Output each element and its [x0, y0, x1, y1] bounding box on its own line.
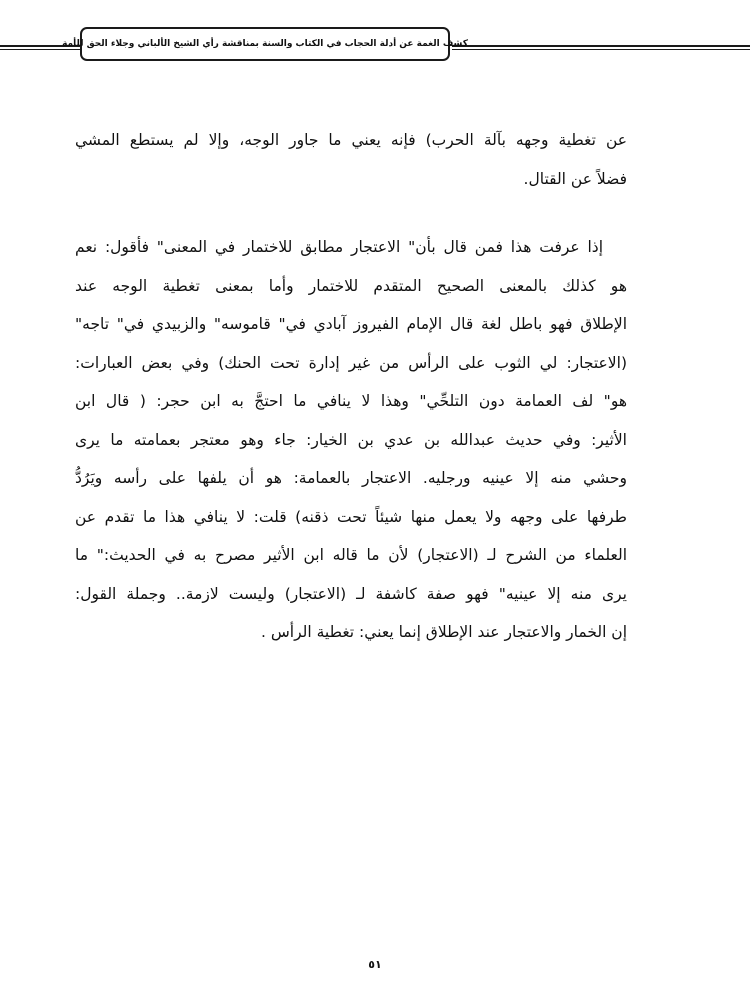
text-line: هو" لف العمامة دون التلحِّي" وهذا لا ينافي ما احتجَّ به ابن حجر: ( قال ابن	[75, 392, 627, 410]
page-body	[75, 121, 627, 652]
text-line: إذا عرفت هذا فمن قال بأن" الاعتجار مطابق للاختمار في المعنى" فأقول: نعم	[75, 238, 603, 256]
text-line: فضلاً عن القتال.	[523, 169, 627, 188]
book-title: كشف الغمة عن أدلة الحجاب في الكتاب والسنة بمناقشة رأي الشيخ الألباني وجلاء الحق للأمة	[62, 39, 468, 49]
header-rule-right-thin	[452, 49, 750, 50]
text-line: الإطلاق فهو باطل لغة قال الإمام الفيروز آبادي في" قاموسه" والزبيدي في" تاجه"	[75, 315, 627, 333]
text-line: وحشي منه إلا عينيه ورجليه. الاعتجار بالعمامة: هو أن يلفها على رأسه ويَرُدُّ	[75, 469, 627, 487]
header-rule-right	[452, 45, 750, 47]
text-line: (الاعتجار: لي الثوب على الرأس من غير إدارة تحت الحنك) وفي بعض العبارات:	[75, 353, 627, 372]
page-number: ٥١	[368, 958, 382, 971]
text-line: إن الخمار والاعتجار عند الإطلاق إنما يعني: تغطية الرأس .	[261, 623, 627, 641]
running-header	[62, 27, 468, 61]
text-line: طرفها على وجهه ولا يعمل منها شيئاً تحت ذقنه) قلت: لا ينافي هذا ما تقدم عن	[75, 507, 627, 526]
text-line: عن تغطية وجهه بآلة الحرب) فإنه يعني ما جاور الوجه، وإلا لم يستطع المشي	[75, 131, 627, 149]
text-line: هو كذلك بالمعنى الصحيح المتقدم للاختمار وأما بمعنى تغطية الوجه عند	[75, 276, 627, 295]
text-line: الأثير: وفي حديث عبدالله بن عدي بن الخيار: جاء وهو معتجر بعمامته ما يرى	[75, 430, 627, 449]
text-line: العلماء من الشرح لـ (الاعتجار) لأن ما قاله ابن الأثير مصرح به في الحديث:" ما	[75, 546, 627, 564]
text-line: يرى منه إلا عينيه" فهو صفة كاشفة لـ (الاعتجار) وليست لازمة.. وجملة القول:	[75, 584, 627, 603]
header-rule-left-thin	[0, 49, 80, 50]
paragraph-1	[75, 121, 627, 198]
paragraph-2	[75, 228, 627, 652]
